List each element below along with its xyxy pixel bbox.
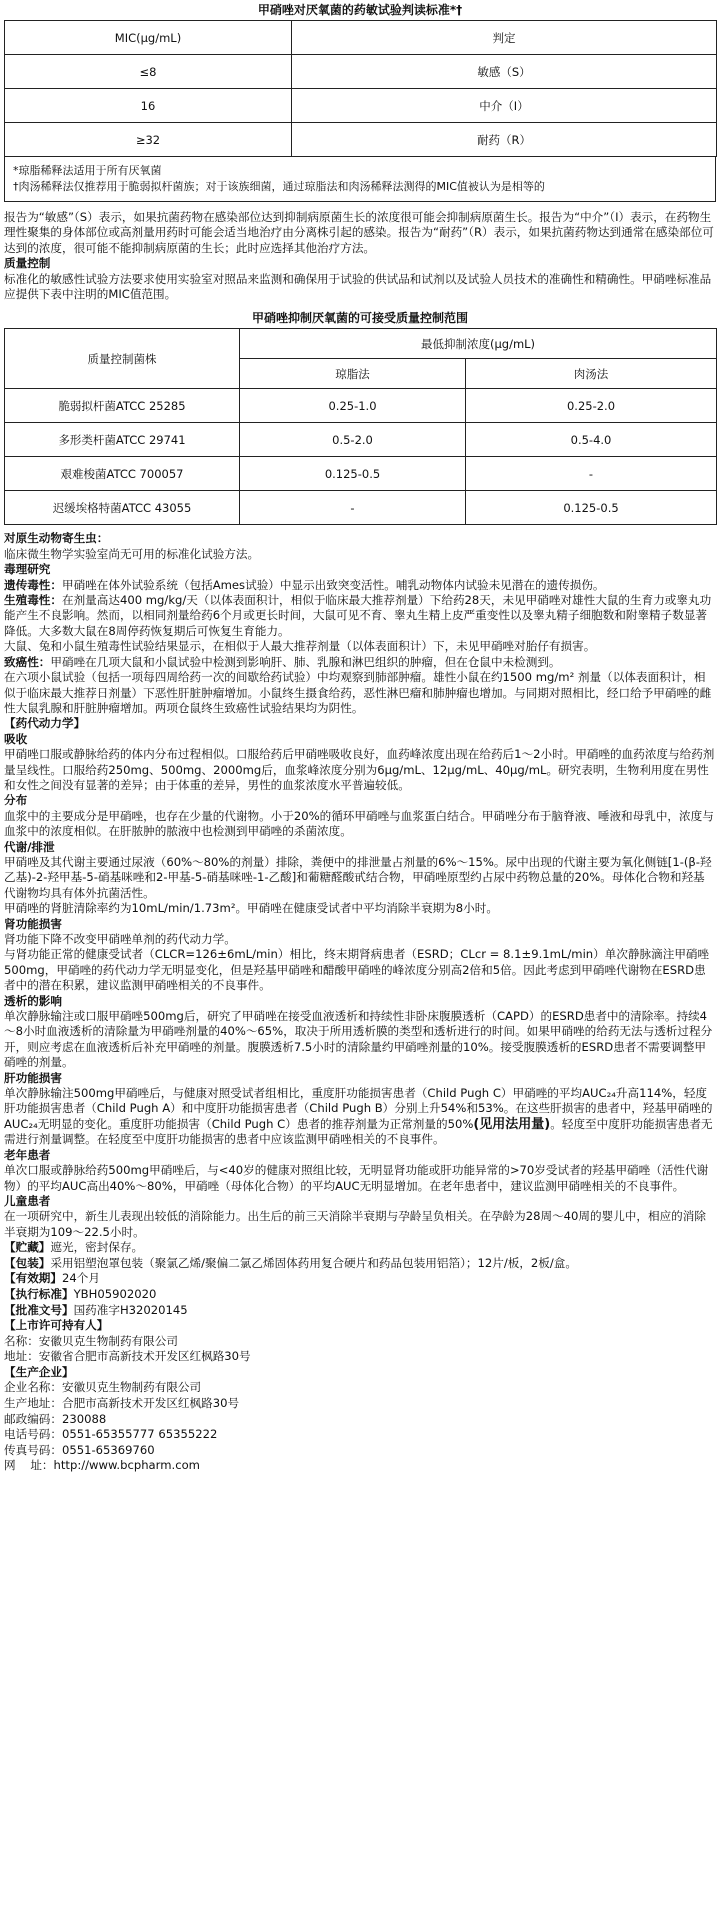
metabolism-text: 甲硝唑及其代谢主要通过尿液（60%～80%的剂量）排除，粪便中的排泄量占剂量的6%～15%。尿中出现的代谢主要为氧化侧链[1-(β-羟乙基)-2-羟甲基-5-硝基咪唑和2-甲基-5-硝基咪唑-1-乙酸]和葡糖醛酸甙结合物，甲硝唑原型约占尿中药物总量的20%。母体化合物和羟基代谢物均具有体外抗菌活性。 <box>4 854 712 900</box>
table1-note: †肉汤稀释法仅推荐用于脆弱拟杆菌族；对于该族细菌，通过琼脂法和肉汤稀释法测得的MIC值被认为是相等的 <box>13 180 545 193</box>
manufacturer-line: 传真号码：0551-65369760 <box>4 1442 155 1457</box>
report-section <box>4 210 716 302</box>
manufacturer-line: 生产地址：合肥市高新技术开发区红枫路30号 <box>4 1396 240 1411</box>
table2-header-strain: 质量控制菌株 <box>5 329 240 389</box>
repro-label: 生殖毒性： <box>4 593 62 608</box>
parasite-text: 临床微生物学实验室尚无可用的标准化试验方法。 <box>4 546 260 561</box>
validity-value: 24个月 <box>61 1271 100 1286</box>
table1-header-mic: MIC(μg/mL) <box>5 21 292 55</box>
table2-cell: 0.5-4.0 <box>466 423 717 457</box>
table2-cell: 0.25-1.0 <box>240 389 466 423</box>
pediatric-heading: 儿童患者 <box>4 1193 51 1208</box>
holder-label: 【上市许可持有人】 <box>4 1318 109 1333</box>
manufacturer-line: 邮政编码：230088 <box>4 1411 107 1426</box>
table2-cell: 0.125-0.5 <box>240 457 466 491</box>
table2-header-broth: 肉汤法 <box>466 359 717 389</box>
genotox-label: 遗传毒性： <box>4 577 62 592</box>
pediatric-text: 在一项研究中，新生儿表现出较低的消除能力。出生后的前三天消除半衰期与孕龄呈负相关。在孕龄为28周～40周的婴儿中，相应的消除半衰期为109～22.5小时。 <box>4 1209 706 1239</box>
qc-range-table <box>4 328 717 525</box>
table2-cell: - <box>466 457 717 491</box>
parasite-heading: 对原生动物寄生虫： <box>4 531 109 546</box>
holder-name: 名称：安徽贝克生物制药有限公司 <box>4 1333 178 1348</box>
package-value: 采用铝塑泡罩包装（聚氯乙烯/聚偏二氯乙烯固体药用复合硬片和药品包装用铝箔）；12片/板，2板/盒。 <box>50 1255 577 1270</box>
susceptibility-table <box>4 20 717 157</box>
tox-heading: 毒理研究 <box>4 562 51 577</box>
distribution-text: 血浆中的主要成分是甲硝唑，也存在少量的代谢物。小于20%的循环甲硝唑与血浆蛋白结合。甲硝唑分布于脑脊液、唾液和母乳中，浓度与血浆中的浓度相似。在肝脓肿的脓液中也检测到甲硝唑的杀菌浓度。 <box>4 808 714 839</box>
hepatic-heading: 肝功能损害 <box>4 1070 62 1085</box>
table1-cell: 耐药（R） <box>292 123 717 157</box>
repro-text: 在剂量高达400 mg/kg/天（以体表面积计，相似于临床最大推荐剂量）下给药28天，未见甲硝唑对雄性大鼠的生育力或睾丸功能产生不良影响。然而，以相同剂量给药6个月或更长时间，大鼠可见不育、睾丸生精上皮严重变性以及睾丸精子细胞数和附睾精子数显著降低。大多数大鼠在8周停药恢复期后可恢复生育能力。 <box>4 593 712 638</box>
absorption-heading: 吸收 <box>4 731 28 746</box>
approval-label: 【批准文号】 <box>4 1302 74 1317</box>
carc-label: 致癌性： <box>4 654 51 669</box>
validity-label: 【有效期】 <box>4 1271 62 1286</box>
report-paragraph: 报告为“敏感”（S）表示，如果抗菌药物在感染部位达到抑制病原菌生长的浓度很可能会抑制病原菌生长。报告为“中介”（I）表示，在药物生理性聚集的身体部位或高剂量用药时可能会适当地治疗由分离株引起的感染。报告为“耐药”（R）表示，如果抗菌药物达到通常在感染部位可达到的浓度，很可能不能抑制病原菌的生长；此时应选择其他治疗方法。 <box>4 210 714 255</box>
carc-text: 甲硝唑在几项大鼠和小鼠试验中检测到影响肝、肺、乳腺和淋巴组织的肿瘤，但在仓鼠中未检测到。 <box>50 654 561 669</box>
standard-value: YBH05902020 <box>73 1286 157 1301</box>
table2-cell: 0.25-2.0 <box>466 389 717 423</box>
leaflet-page <box>4 0 716 1474</box>
storage-label: 【贮藏】 <box>4 1240 51 1255</box>
holder-address: 地址：安徽省合肥市高新技术开发区红枫路30号 <box>4 1349 251 1364</box>
hepatic-text: 单次静脉输注500mg甲硝唑后，与健康对照受试者组相比，重度肝功能损害患者（Child Pugh C）甲硝唑的平均AUC₂₄升高114%，轻度肝功能损害患者（Child Pugh A）和中度肝功能损害患者（Child Pugh B）分别上升54%和53%。在这些肝损害的患者中，羟基甲硝唑的AUC₂₄无明显的变化。重度肝功能损害（Child Pugh C）患者的推荐剂量为正常剂量的50% <box>4 1086 713 1131</box>
elderly-text: 单次口服或静脉给药500mg甲硝唑后，与<40岁的健康对照组比较，无明显肾功能或肝功能异常的>70岁受试者的羟基甲硝唑（活性代谢物）的平均AUC高出40%～80%，甲硝唑（母体化合物）的平均AUC无明显增加。在老年患者中，建议监测甲硝唑相关的不良事件。 <box>4 1163 709 1193</box>
table1-cell: ≥32 <box>5 123 292 157</box>
table1-title: 甲硝唑对厌氧菌的药敏试验判读标准*† <box>257 3 463 17</box>
package-label: 【包装】 <box>4 1255 51 1270</box>
table2-cell: 脆弱拟杆菌ATCC 25285 <box>5 389 240 423</box>
table1-cell: 敏感（S） <box>292 55 717 89</box>
manufacturer-line: 电话号码：0551-65355777 65355222 <box>4 1427 218 1442</box>
table2-title: 甲硝唑抑制厌氧菌的可接受质量控制范围 <box>251 311 468 326</box>
table2-cell: 0.125-0.5 <box>466 491 717 525</box>
table1-note: *琼脂稀释法适用于所有厌氧菌 <box>13 164 162 177</box>
dialysis-heading: 透析的影响 <box>4 993 62 1008</box>
renal-text2: 与肾功能正常的健康受试者（CLCR=126±6mL/min）相比，终末期肾病患者（ESRD；CLcr = 8.1±9.1mL/min）单次静脉滴注甲硝唑500mg，甲硝唑的药代动力学无明显变化，但是羟基甲硝唑和醋酸甲硝唑的峰浓度分别高2倍和5倍。因此考虑到甲硝唑代谢物在ESRD患者中的潜在积累，建议监测甲硝唑相关的不良事件。 <box>4 947 710 993</box>
metabolism-text2: 甲硝唑的肾脏清除率约为10mL/min/1.73m²。甲硝唑在健康受试者中平均消除半衰期为8小时。 <box>4 901 498 916</box>
renal-heading: 肾功能损害 <box>4 916 62 931</box>
pk-heading: 【药代动力学】 <box>4 716 86 731</box>
absorption-text: 甲硝唑口服或静脉给药的体内分布过程相似。口服给药后甲硝唑吸收良好，血药峰浓度出现在给药后1～2小时。甲硝唑的血药浓度与给药剂量呈线性。口服给药250mg、500mg、2000mg后，血浆峰浓度分别为6μg/mL、12μg/mL、40μg/mL。研究表明，生物利用度在男性和女性之间没有显著的差异；由于体重的差异，男性的血浆浓度水平普遍较低。 <box>4 747 715 792</box>
dialysis-text: 单次静脉输注或口服甲硝唑500mg后，研究了甲硝唑在接受血液透析和持续性非卧床腹膜透析（CAPD）的ESRD患者中的清除率。持续4～8小时血液透析的清除量为甲硝唑剂量的40%～65%，取决于所用透析膜的类型和透析进行的时间。如果甲硝唑的给药无法与透析过程分开，则应考虑在血液透析后补充甲硝唑的剂量。腹膜透析7.5小时的清除量约甲硝唑剂量的10%。接受腹膜透析的ESRD患者不需要调整甲硝唑的剂量。 <box>4 1009 713 1070</box>
table1-cell: 中介（I） <box>292 89 717 123</box>
table1-cell: 16 <box>5 89 292 123</box>
product-info <box>4 1240 716 1474</box>
standard-label: 【执行标准】 <box>4 1286 74 1301</box>
elderly-heading: 老年患者 <box>4 1147 51 1162</box>
qc-text: 标准化的敏感性试验方法要求使用实验室对照品来监测和确保用于试验的供试品和试剂以及试验人员技术的准确性和精确性。甲硝唑标准品应提供下表中注明的MIC值范围。 <box>4 271 712 302</box>
qc-heading: 质量控制 <box>4 256 51 271</box>
table1-header-result: 判定 <box>292 21 717 55</box>
table2-cell: - <box>240 491 466 525</box>
hepatic-text2: 。轻度至中度肝功能损害患者无需进行剂量调整。在轻度至中度肝功能损害的患者中应该监测甲硝唑相关的不良事件。 <box>4 1116 713 1147</box>
manufacturer-label: 【生产企业】 <box>4 1364 74 1379</box>
storage-value: 遮光，密封保存。 <box>50 1240 144 1255</box>
carc-text2: 在六项小鼠试验（包括一项每四周给药一次的间歇给药试验）中均观察到肺部肿瘤。雄性小鼠在约1500 mg/m² 剂量（以体表面积计，相似于临床最大推荐日剂量）下恶性肝脏肿瘤增加。小鼠终生摄食给药，恶性淋巴瘤和肺肿瘤也增加。与同期对照相比，经口给予甲硝唑的雌性大鼠乳腺和肝脏肿瘤增加。两项仓鼠终生致癌性试验结果均为阴性。 <box>4 670 712 715</box>
table2-cell: 迟缓埃格特菌ATCC 43055 <box>5 491 240 525</box>
repro-text2: 大鼠、兔和小鼠生殖毒性试验结果显示，在相似于人最大推荐剂量（以体表面积计）下，未见甲硝唑对胎仔有损害。 <box>4 639 596 654</box>
genotox-text: 甲硝唑在体外试验系统（包括Ames试验）中显示出致突变活性。哺乳动物体内试验未见潜在的遗传损伤。 <box>61 577 605 592</box>
approval-value: 国药准字H32020145 <box>73 1302 188 1317</box>
table2-cell: 艰难梭菌ATCC 700057 <box>5 457 240 491</box>
renal-text: 肾功能下降不改变甲硝唑单剂的药代动力学。 <box>4 932 236 946</box>
body-text <box>4 531 716 1240</box>
table2-cell: 0.5-2.0 <box>240 423 466 457</box>
table2-cell: 多形类杆菌ATCC 29741 <box>5 423 240 457</box>
table2-header-agar: 琼脂法 <box>240 359 466 389</box>
manufacturer-line: 企业名称：安徽贝克生物制药有限公司 <box>4 1380 202 1395</box>
table1-notes <box>4 157 716 202</box>
metabolism-heading: 代谢/排泄 <box>4 839 55 854</box>
manufacturer-line: 网 址：http://www.bcpharm.com <box>4 1458 200 1473</box>
table1-cell: ≤8 <box>5 55 292 89</box>
table2-header-mic: 最低抑制浓度(μg/mL) <box>240 329 717 359</box>
hepatic-bold: (见用法用量) <box>473 1116 551 1132</box>
distribution-heading: 分布 <box>4 793 28 808</box>
